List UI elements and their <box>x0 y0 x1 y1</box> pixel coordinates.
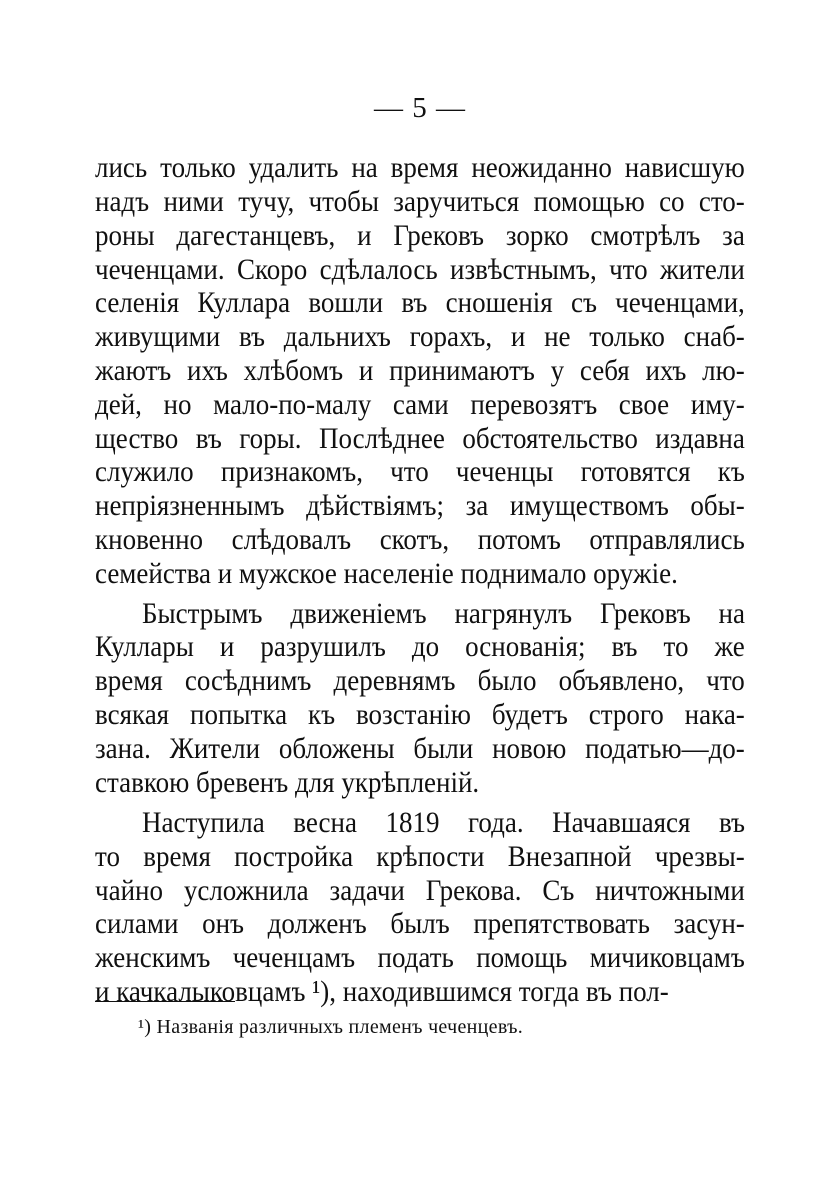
text-line: то время постройка крѣпости Внезапной чрезвы- <box>95 840 745 873</box>
text-line: живущими въ дальнихъ горахъ, и не только снаб- <box>95 320 745 353</box>
text-line: служило признакомъ, что чеченцы готовятся къ <box>95 455 745 488</box>
text-line: Куллары и разрушилъ до основанія; въ то же <box>95 630 745 663</box>
text-line: селенія Куллара вошли въ сношенія съ чеченцами, <box>95 286 745 319</box>
text-line: жаютъ ихъ хлѣбомъ и принимаютъ у себя ихъ лю- <box>95 354 745 387</box>
text-line: Быстрымъ движеніемъ нагрянулъ Грековъ на <box>142 597 745 630</box>
text-line: чайно усложнила задачи Грекова. Съ ничтожными <box>95 874 745 907</box>
text-line: всякая попытка къ возстанію будетъ строго нака- <box>95 698 745 731</box>
text-line: дей, но мало-по-малу сами перевозятъ свое иму- <box>95 388 745 421</box>
text-line: роны дагестанцевъ, и Грековъ зорко смотрѣлъ за <box>95 219 745 252</box>
text-line: время сосѣднимъ деревнямъ было объявлено, что <box>95 664 745 697</box>
text-line: Наступила весна 1819 года. Начавшаяся въ <box>142 806 745 839</box>
text-line: семейства и мужское населеніе поднимало оружіе. <box>95 557 678 590</box>
text-line: лись только удалить на время неожиданно нависшую <box>95 151 745 184</box>
text-line: чеченцами. Скоро сдѣлалось извѣстнымъ, что жители <box>95 253 745 286</box>
footnote-divider <box>95 1001 235 1002</box>
text-line: кновенно слѣдовалъ скотъ, потомъ отправлялись <box>95 523 745 556</box>
text-line: ставкою бревенъ для укрѣпленій. <box>95 766 480 799</box>
text-line: силами онъ долженъ былъ препятствовать засун- <box>95 907 745 940</box>
footnote: ¹) Названія различныхъ племенъ чеченцевъ. <box>138 1016 524 1038</box>
text-line: женскимъ чеченцамъ подать помощь мичиковцамъ <box>95 941 745 974</box>
text-line: щество въ горы. Послѣднее обстоятельство издавна <box>95 422 745 455</box>
text-line: надъ ними тучу, чтобы заручиться помощью со сто- <box>95 185 745 218</box>
page-number: — 5 — <box>374 92 466 124</box>
text-line: непріязненнымъ дѣйствіямъ; за имуществомъ обы- <box>95 489 745 522</box>
text-line: зана. Жители обложены были новою податью—до- <box>95 732 745 765</box>
text-line: и качкалыковцамъ ¹), находившимся тогда въ пол- <box>95 975 669 1008</box>
